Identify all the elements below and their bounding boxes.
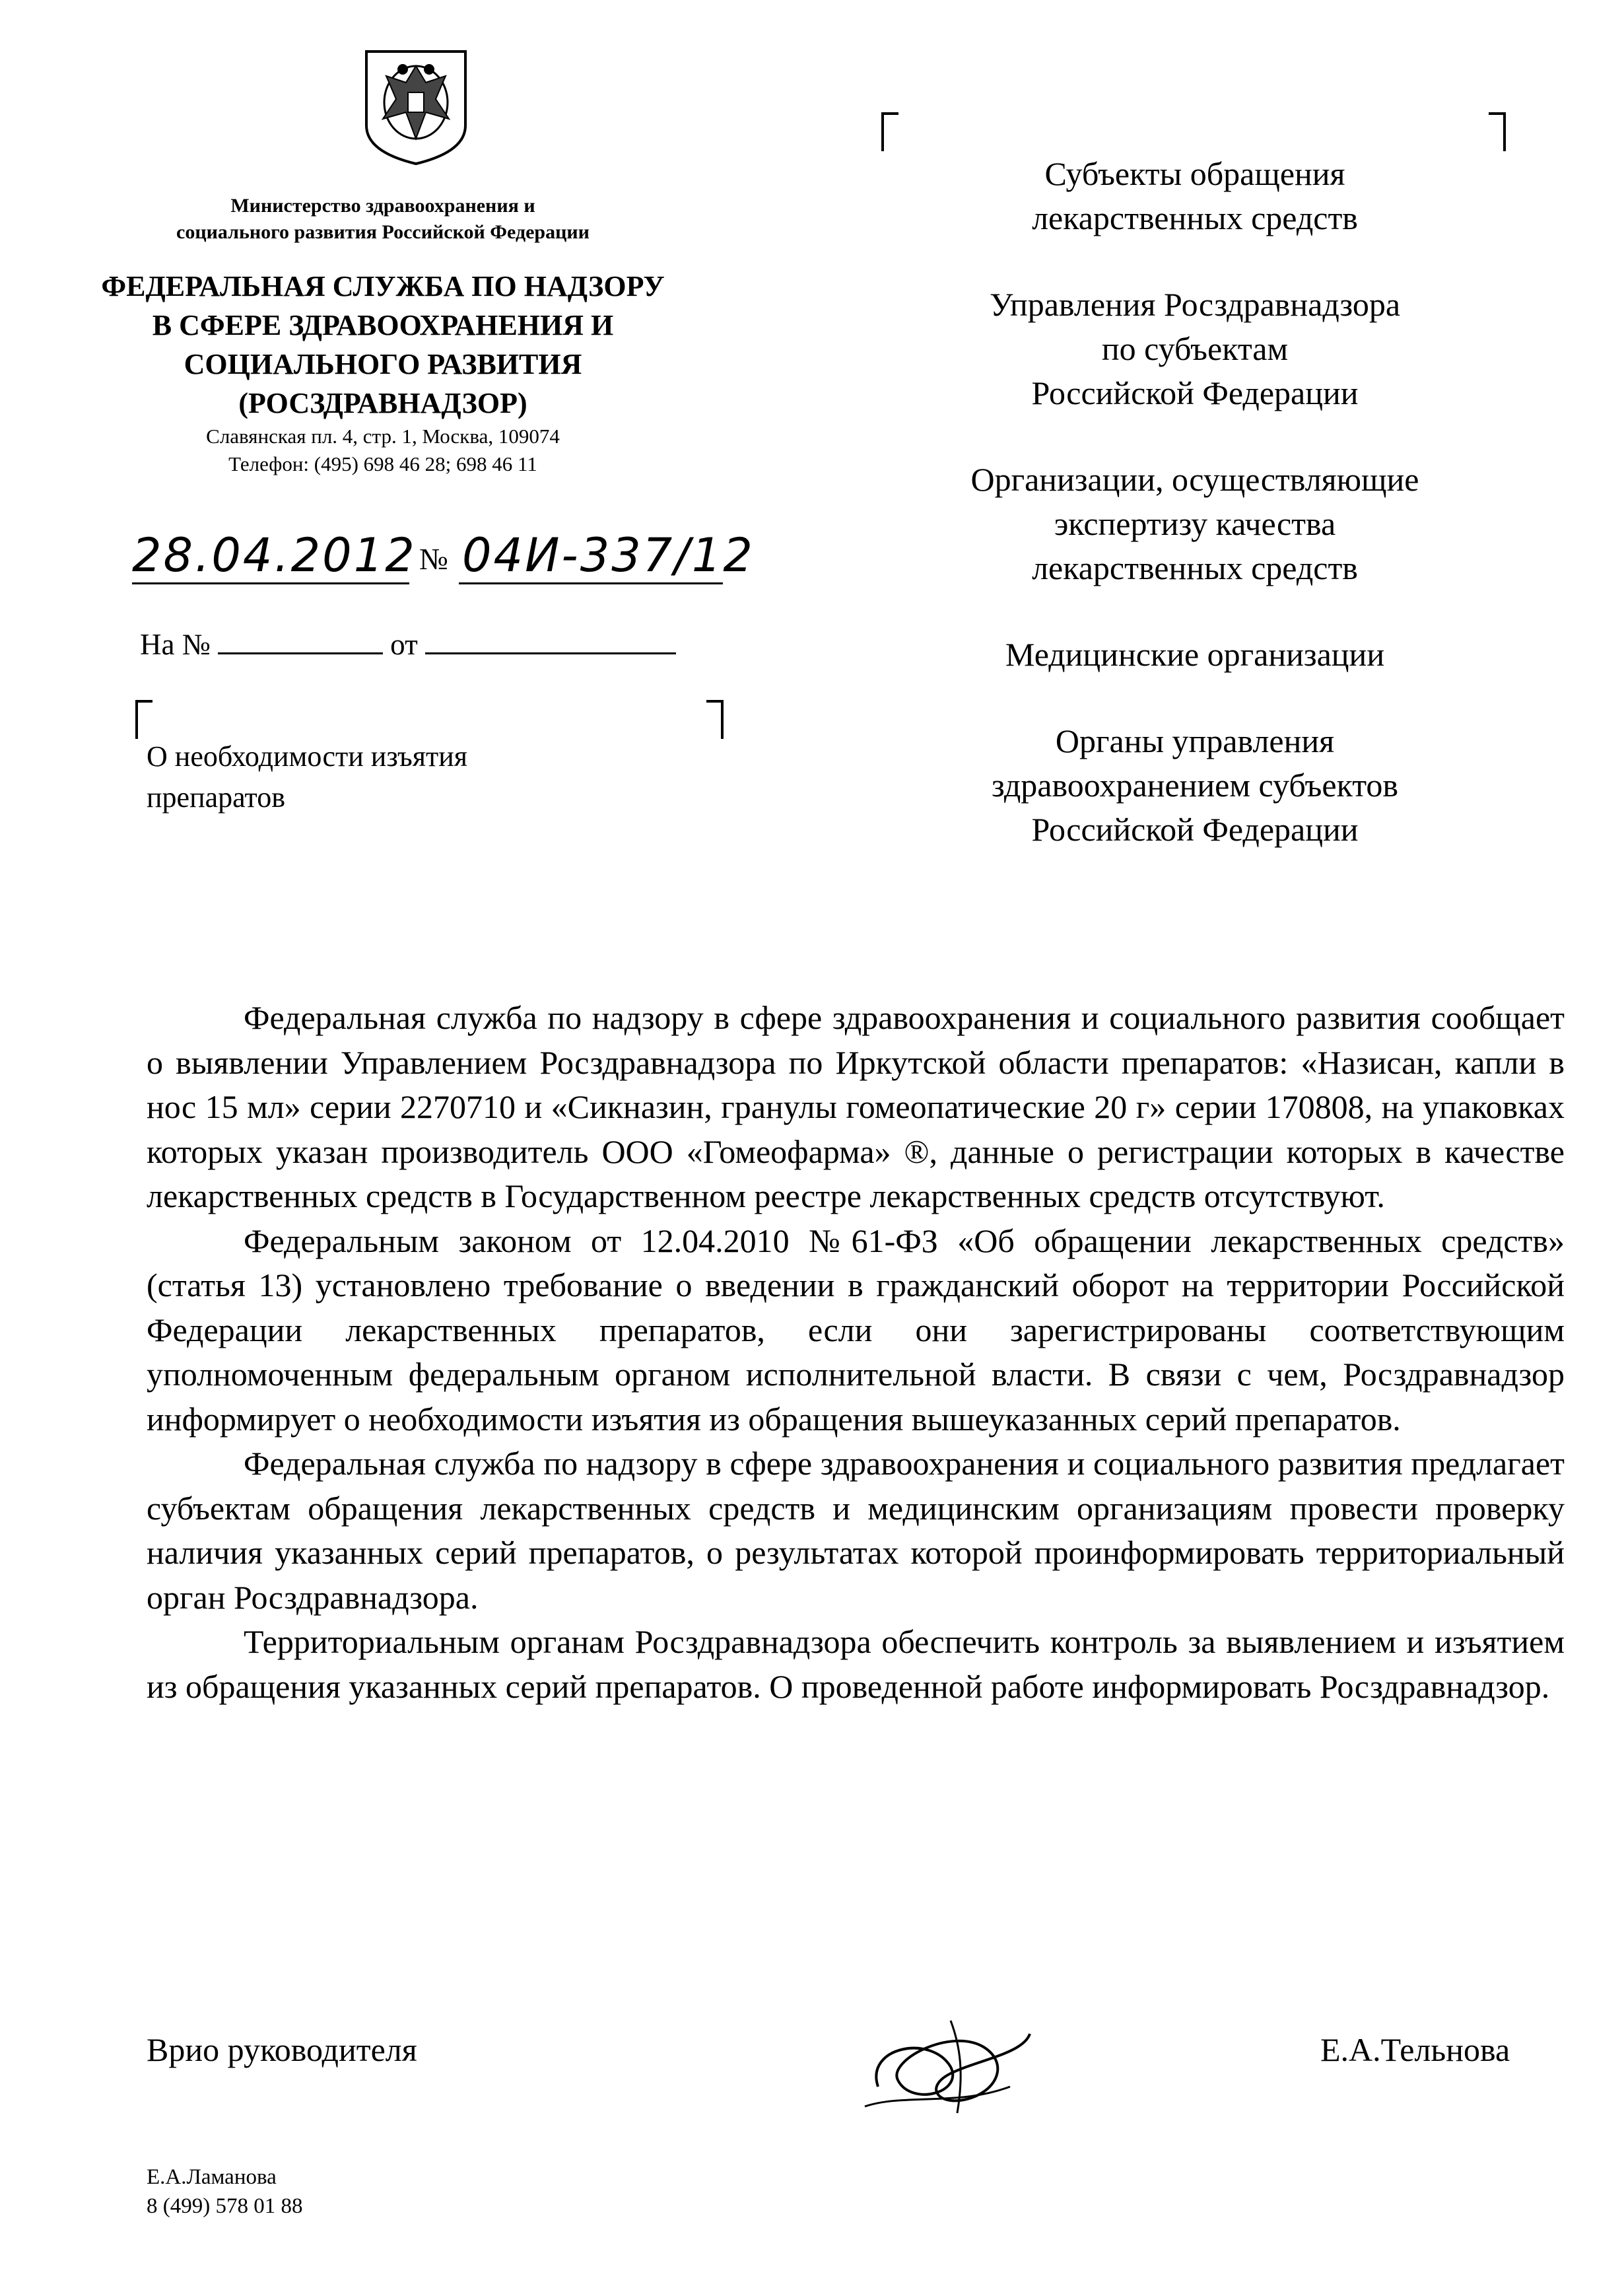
addressee-line: Медицинские организации	[1005, 636, 1385, 673]
ministry-line: социального развития Российской Федерации	[176, 221, 590, 243]
addressee-line: лекарственных средств	[1032, 549, 1358, 586]
service-line: В СФЕРЕ ЗДРАВООХРАНЕНИЯ И	[152, 309, 614, 341]
registration-date: 28.04.2012	[132, 528, 417, 582]
letter-body	[147, 996, 1565, 1709]
corner-mark	[135, 700, 152, 739]
registration-number: 04И-337/12	[462, 528, 755, 582]
ministry-line: Министерство здравоохранения и	[230, 195, 535, 217]
executor-info	[147, 2163, 302, 2221]
executor-name: Е.А.Ламанова	[147, 2165, 277, 2189]
number-sign: №	[419, 542, 448, 576]
address-line: Славянская пл. 4, стр. 1, Москва, 109074	[206, 425, 560, 448]
signer-name: Е.А.Тельнова	[1320, 2031, 1510, 2068]
service-name	[66, 267, 700, 423]
addressee-line: здравоохранением субъектов	[991, 767, 1399, 804]
addressee-line: Российской Федерации	[1031, 374, 1359, 411]
ref-number-label: На №	[140, 628, 211, 661]
addressee	[898, 719, 1492, 852]
body-paragraph: Федеральным законом от 12.04.2010 №61-ФЗ «Об обращении лекарственных средств» (статья 13) установлено требование о введении в гражданский оборот на территории Российской Федерации лекарственных препаратов, если они зарегистрированы соответствующим уполномоченным федеральным органом исполнительной власти. В связи с чем, Росздравнадзор информирует о необходимости изъятия из обращения вышеуказанных серий препаратов.	[147, 1222, 1565, 1438]
addressee-line: лекарственных средств	[1032, 199, 1358, 236]
addressee-line: Российской Федерации	[1031, 811, 1359, 848]
addressee-line: экспертизу качества	[1054, 505, 1336, 542]
addressee-line: по субъектам	[1101, 330, 1289, 367]
registration-line	[132, 528, 755, 594]
ref-date-blank	[425, 652, 676, 654]
subject-line: О необходимости изъятия	[147, 740, 467, 773]
service-line: ФЕДЕРАЛЬНАЯ СЛУЖБА ПО НАДЗОРУ	[101, 270, 665, 302]
ref-date-label: от	[390, 628, 418, 661]
subject-line: препаратов	[147, 781, 285, 814]
executor-phone: 8 (499) 578 01 88	[147, 2194, 303, 2218]
addressee	[898, 458, 1492, 590]
addressee	[898, 633, 1492, 677]
handwritten-signature	[852, 2007, 1050, 2126]
phone-line: Телефон: (495) 698 46 28; 698 46 11	[228, 452, 537, 475]
letter-subject	[147, 736, 609, 818]
addressee-line: Организации, осуществляющие	[970, 461, 1419, 498]
signer-position: Врио руководителя	[147, 2031, 417, 2068]
reference-line	[140, 627, 676, 662]
body-paragraph: Территориальным органам Росздравнадзора обеспечить контроль за выявлением и изъятием из обращения указанных серий препаратов. О проведенной работе информировать Росздравнадзор.	[147, 1623, 1565, 1705]
addressee	[898, 152, 1492, 240]
coat-of-arms-icon	[360, 46, 472, 168]
service-line: (РОСЗДРАВНАДЗОР)	[238, 387, 527, 419]
addressee-line: Субъекты обращения	[1044, 155, 1345, 192]
body-paragraph: Федеральная служба по надзору в сфере здравоохранения и социального развития сообщает о выявлении Управлением Росздравнадзора по Иркутской области препаратов: «Назисан, капли в нос 15 мл» серии 2270710 и «Сикназин, гранулы гомеопатические 20 г» серии 170808, на упаковках которых указан производитель ООО «Гомеофарма» ®, данные о регистрации которых в качестве лекарственных средств в Государственном реестре лекарственных средств отсутствуют.	[147, 999, 1565, 1214]
corner-mark	[881, 112, 898, 151]
body-paragraph: Федеральная служба по надзору в сфере здравоохранения и социального развития предлагает субъектам обращения лекарственных средств и медицинским организациям провести проверку наличия указанных серий препаратов, о результатах которой проинформировать территориальный орган Росздравнадзора.	[147, 1445, 1565, 1616]
corner-mark	[1489, 112, 1506, 151]
service-line: СОЦИАЛЬНОГО РАЗВИТИЯ	[184, 348, 582, 380]
ref-number-blank	[218, 652, 383, 654]
addressee	[898, 283, 1492, 415]
addressee-line: Управления Росздравнадзора	[989, 286, 1401, 323]
corner-mark	[706, 700, 724, 739]
addressees	[898, 152, 1492, 894]
ministry-name	[99, 193, 667, 246]
service-address	[99, 423, 667, 478]
addressee-line: Органы управления	[1055, 722, 1335, 759]
